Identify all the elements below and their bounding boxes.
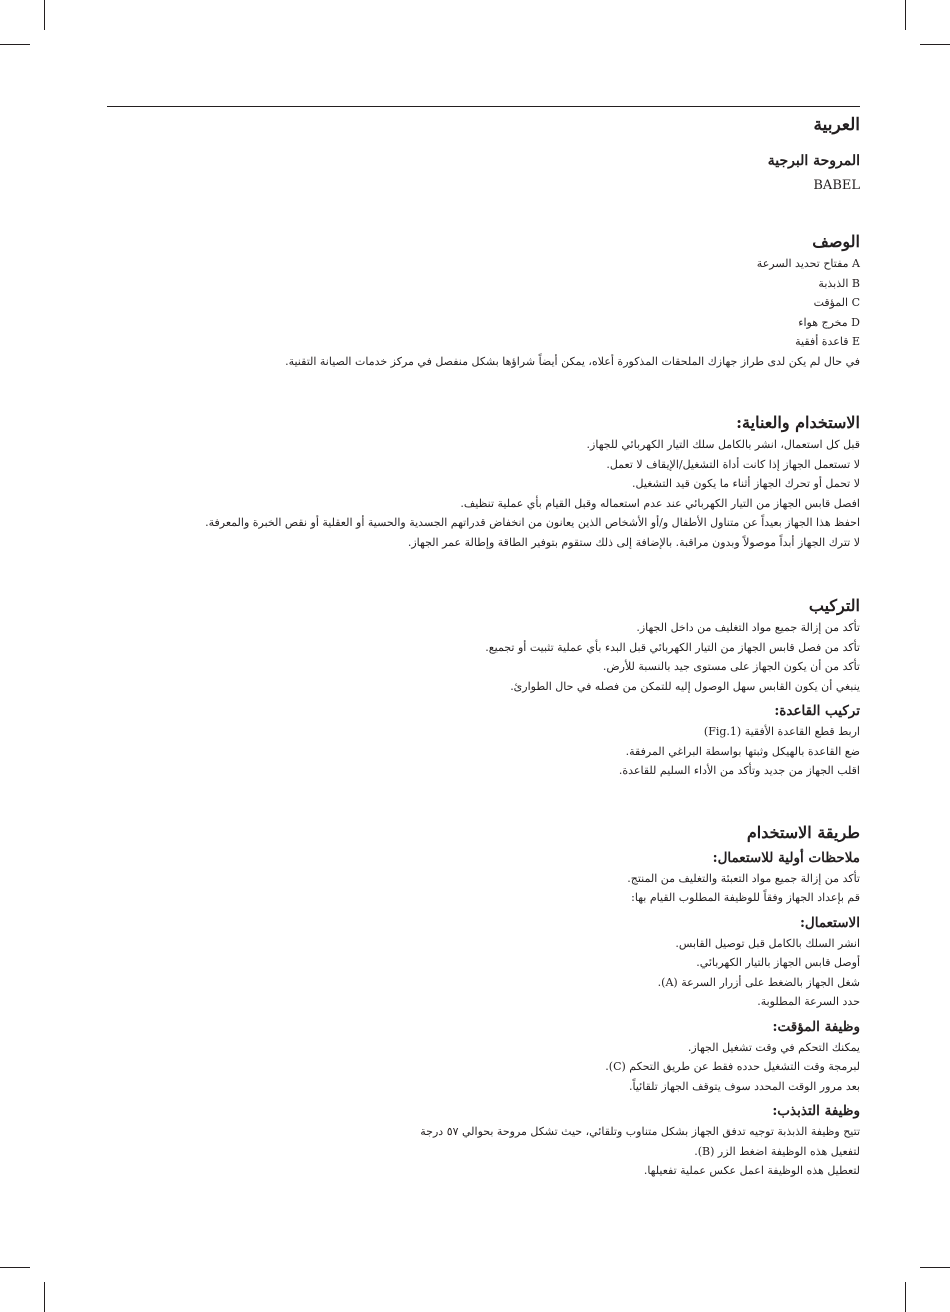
preliminary-line: قم بإعداد الجهاز وفقاً للوظيفة المطلوب القيام بها: (631, 891, 860, 904)
usage-line: احفظ هذا الجهاز بعيداً عن متناول الأطفال و/أو الأشخاص الذين يعانون من انخفاض قدراتهم الجسدية والحسية أو العقلية أو نقص الخبرة والمعرفة. (205, 516, 860, 529)
usage-line: لا تستعمل الجهاز إذا كانت أداة التشغيل/الإيقاف لا تعمل. (606, 457, 860, 471)
oscillation-line: تتيح وظيفة الذبذبة توجيه تدفق الجهاز بشكل متناوب وتلقائي، حيث تشكل مروحة بحوالي ٥٧ درجة (420, 1125, 860, 1138)
crop-mark (0, 44, 30, 45)
usage-care-heading: الاستخدام والعناية: (736, 413, 860, 432)
installation-line: تأكد من أن يكون الجهاز على مستوى جيد بالنسبة للأرض. (602, 660, 860, 673)
part-item: C المؤقت (813, 296, 860, 309)
installation-heading: التركيب (808, 596, 860, 615)
accessories-note: في حال لم يكن لدى طراز جهازك الملحقات المذكورة أعلاه، يمكن أيضاً شراؤها بشكل منفصل في مركز خدمات الصيانة التقنية. (285, 354, 860, 368)
base-line: ضع القاعدة بالهيكل وثبتها بواسطة البراغي المرفقة. (625, 744, 860, 758)
base-installation-heading: تركيب القاعدة: (774, 703, 860, 719)
timer-heading: وظيفة المؤقت: (772, 1018, 860, 1035)
crop-mark (920, 1267, 950, 1268)
installation-line: تأكد من إزالة جميع مواد التغليف من داخل الجهاز. (636, 621, 860, 634)
language-heading: العربية (813, 115, 860, 135)
crop-mark (44, 1282, 45, 1312)
usage-line: لا تحمل أو تحرك الجهاز أثناء ما يكون قيد التشغيل. (632, 477, 860, 490)
installation-section (107, 594, 860, 781)
part-item: A مفتاح تحديد السرعة (756, 257, 860, 270)
product-title: المروحة البرجية (767, 153, 860, 169)
crop-mark (905, 1282, 906, 1312)
part-item: E قاعدة أفقية (795, 335, 860, 348)
document-body (107, 112, 860, 1181)
base-line: اربط قطع القاعدة الأفقية (Fig.1) (703, 725, 860, 738)
description-heading: الوصف (812, 232, 860, 251)
installation-line: تأكد من فصل قابس الجهاز من التيار الكهربائي قبل البدء بأي عملية تثبيت أو تجميع. (485, 640, 860, 654)
oscillation-line: لتفعيل هذه الوظيفة اضغط الزر (B). (694, 1144, 860, 1158)
use-line: حدد السرعة المطلوبة. (757, 995, 860, 1008)
description-section (107, 230, 860, 371)
usage-line: لا تترك الجهاز أبداً موصولاً وبدون مراقبة. بالإضافة إلى ذلك ستقوم بتوفير الطاقة وإطالة عمر الجهاز. (407, 535, 860, 549)
timer-line: لبرمجة وقت التشغيل حدده فقط عن طريق التحكم (C). (605, 1060, 860, 1073)
oscillation-line: لتعطيل هذه الوظيفة اعمل عكس عملية تفعيلها. (643, 1164, 860, 1177)
part-item: B الذبذبة (818, 276, 860, 290)
usage-line: افصل قابس الجهاز من التيار الكهربائي عند عدم استعماله وقبل القيام بأي عملية تنظيف. (460, 496, 860, 510)
use-line: أوصل قابس الجهاز بالتيار الكهربائي. (696, 956, 860, 969)
model-name: BABEL (813, 178, 860, 193)
crop-mark (0, 1267, 30, 1268)
oscillation-heading: وظيفة التذبذب: (772, 1103, 860, 1119)
use-line: شغل الجهاز بالضغط على أزرار السرعة (A). (657, 975, 860, 989)
use-heading: الاستعمال: (799, 914, 860, 931)
crop-mark (905, 0, 906, 30)
base-line: اقلب الجهاز من جديد وتأكد من الأداء السليم للقاعدة. (618, 764, 860, 777)
crop-mark (44, 0, 45, 30)
part-item: D مخرج هواء (798, 315, 860, 329)
preliminary-heading: ملاحظات أولية للاستعمال: (712, 849, 860, 866)
use-line: انشر السلك بالكامل قبل توصيل القابس. (675, 936, 860, 950)
usage-line: قبل كل استعمال، انشر بالكامل سلك التيار الكهربائي للجهاز. (586, 438, 860, 451)
installation-line: ينبغي أن يكون القابس سهل الوصول إليه للتمكن من فصله في حال الطوارئ. (510, 679, 860, 693)
method-section (107, 821, 860, 1181)
header-rule (107, 106, 860, 107)
preliminary-line: تأكد من إزالة جميع مواد التعبئة والتغليف من المنتج. (627, 871, 860, 885)
timer-line: يمكنك التحكم في وقت تشغيل الجهاز. (687, 1040, 860, 1054)
crop-mark (920, 44, 950, 45)
usage-care-section (107, 411, 860, 552)
method-heading: طريقة الاستخدام (746, 822, 860, 842)
timer-line: بعد مرور الوقت المحدد سوف يتوقف الجهاز تلقائياً. (629, 1079, 860, 1093)
